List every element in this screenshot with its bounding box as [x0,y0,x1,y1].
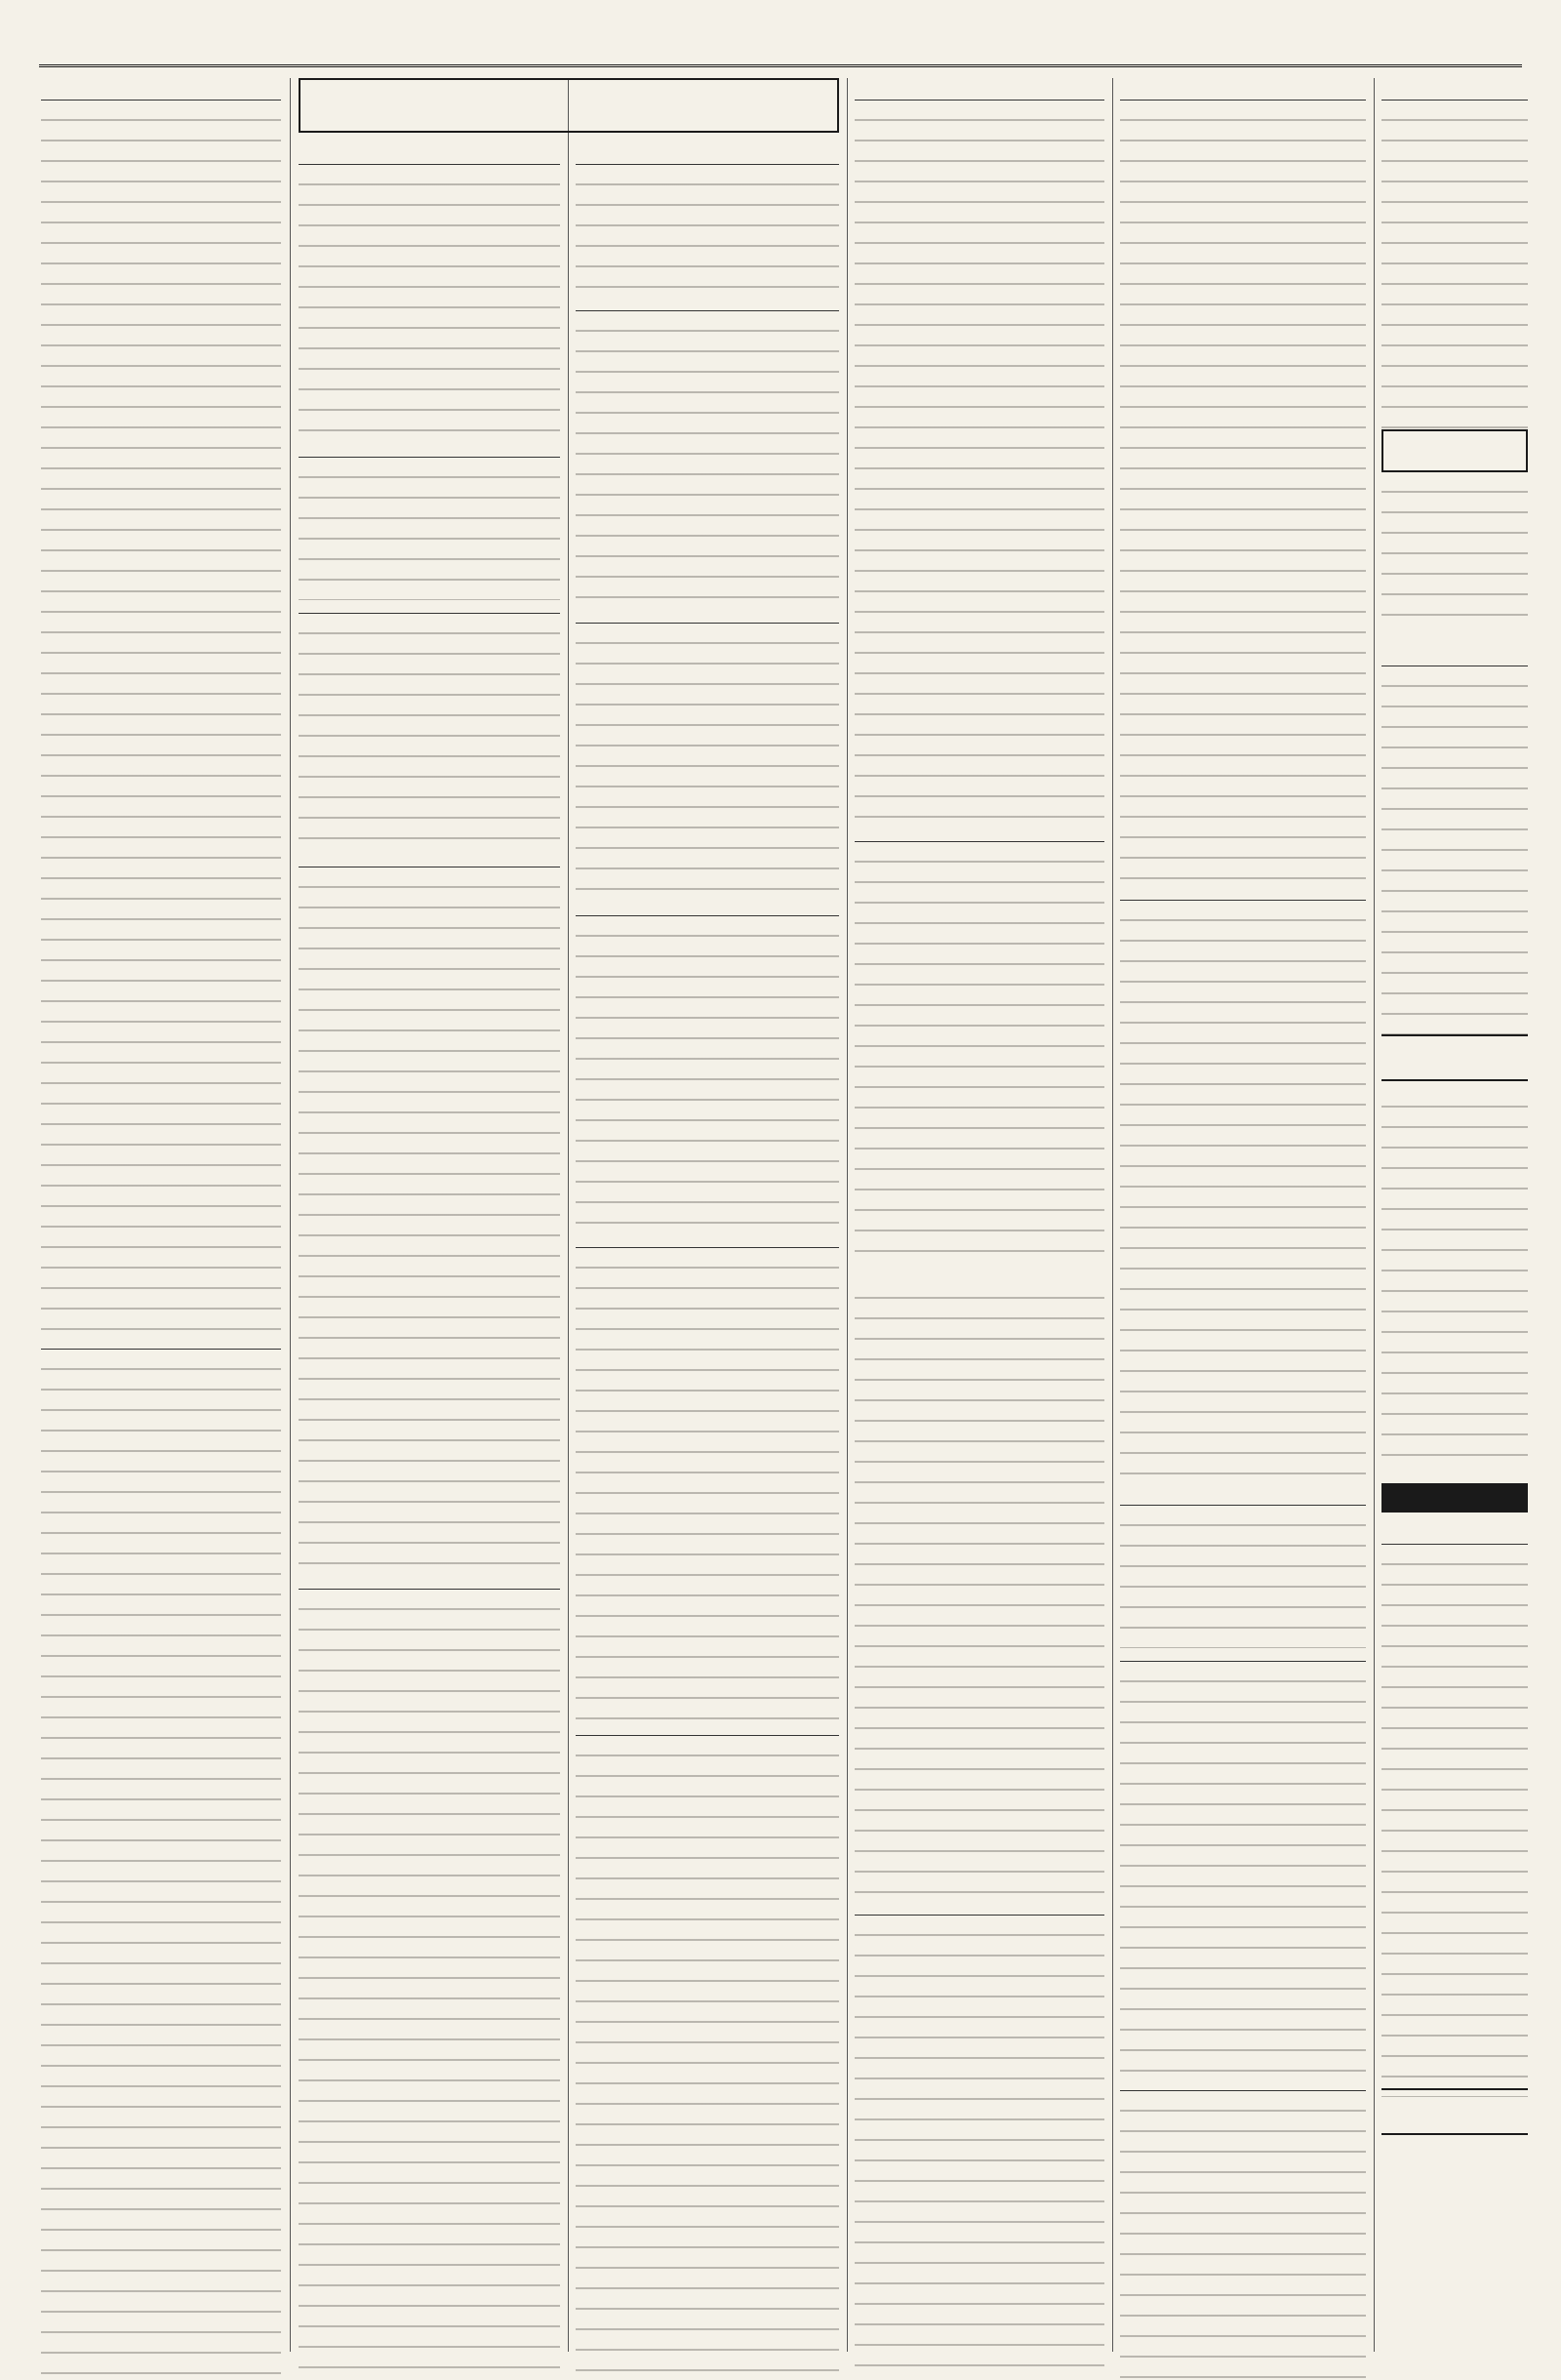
article-headline [1120,878,1366,901]
article [299,435,560,572]
article [576,601,839,874]
article-headline [299,435,560,458]
article [576,1714,839,2348]
article-body [1120,2097,1366,2380]
article-body [855,106,1104,828]
article-body [576,317,839,610]
article-headline [299,142,560,165]
article [299,1567,560,2348]
article-body [1381,478,1528,625]
article-body [855,1284,1104,1909]
column-2 [299,142,560,2352]
article-body [299,1595,560,2376]
article [1120,1639,1366,2049]
article [41,78,281,1308]
article-headline [1381,644,1528,666]
article-headline [576,601,839,624]
article [1381,644,1528,1015]
article [1120,2069,1366,2352]
display-heading [1381,2088,1528,2135]
article-body [41,106,281,1336]
article [1120,78,1366,859]
column-6 [1381,78,1528,2352]
column-rule [1374,78,1375,2352]
article-headline [1381,78,1528,101]
article-headline [576,289,839,311]
article [1381,478,1528,625]
article-headline [1381,1522,1528,1545]
article [576,1226,839,1694]
article-headline [299,1567,560,1590]
article-body [1120,1512,1366,1648]
column-rule [568,78,569,2352]
article-body [299,171,560,444]
column-1 [41,78,281,2352]
article-body [1381,1551,1528,2097]
article [1381,1522,1528,2069]
article-headline [299,845,560,867]
article [1120,878,1366,1464]
article-headline [855,1249,1104,1278]
article-body [41,1355,281,2380]
article [576,894,839,1206]
article-body [576,171,839,298]
article-body [299,620,560,854]
article-body [1381,106,1528,438]
front-banner [299,78,839,133]
article [299,591,560,826]
article-headline [299,591,560,614]
article-body [576,1742,839,2376]
column-rule [847,78,848,2352]
article-headline [1120,78,1366,101]
article-body [1120,1668,1366,2077]
display-heading [1381,1483,1528,1513]
column-rule [1112,78,1113,2352]
article-body [576,922,839,1234]
article [1381,78,1528,410]
article-headline [1120,1639,1366,1662]
display-heading [1381,429,1528,472]
column-rule [290,78,291,2352]
article-body [576,629,839,903]
article-headline [41,1327,281,1350]
article-headline [41,78,281,101]
article-headline [576,894,839,916]
article-body [855,848,1104,1258]
article [41,1327,281,2352]
article-headline [576,142,839,165]
article-headline [855,820,1104,842]
article-body [855,1921,1104,2380]
article-body [1381,672,1528,1043]
article-headline [576,1714,839,1736]
article [855,820,1104,1230]
article [855,1249,1104,1874]
article-body [299,873,560,1576]
column-5 [1120,78,1366,2352]
article [299,142,560,416]
article-headline [855,78,1104,101]
article [299,845,560,1548]
article-body [1381,1093,1528,1464]
display-heading [1381,1034,1528,1081]
article [1381,1093,1528,1464]
article [576,142,839,269]
article [576,289,839,582]
article [855,78,1104,800]
article-body [299,464,560,600]
article [1120,1483,1366,1620]
column-4 [855,78,1104,2352]
article-headline [1120,1483,1366,1506]
article-body [1120,907,1366,1492]
masthead [39,29,1522,67]
article-headline [576,1226,839,1248]
article-headline [855,1893,1104,1916]
article-headline [1120,2069,1366,2091]
article-body [1120,106,1366,887]
article-body [576,1254,839,1722]
article [855,1893,1104,2352]
column-3 [576,142,839,2352]
